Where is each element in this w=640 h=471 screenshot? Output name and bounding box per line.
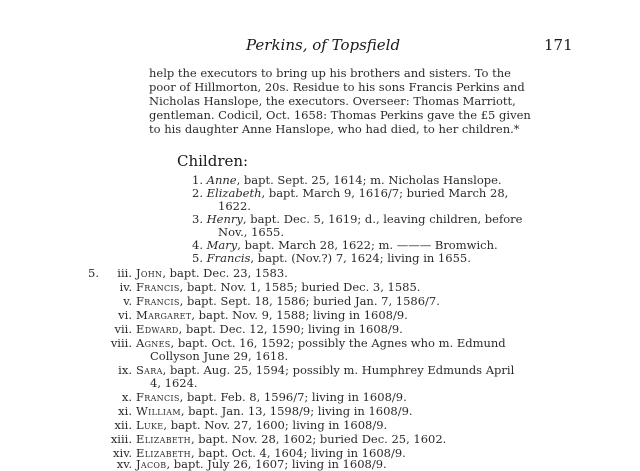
roman-numeral: xii. — [114, 418, 132, 432]
sibling-entry — [0, 266, 640, 280]
sibling-text — [136, 363, 514, 377]
sibling-details: , bapt. Jan. 13, 1598/9; living in 1608/9. — [180, 404, 413, 418]
child-name: Elizabeth — [206, 186, 262, 200]
sibling-entry — [0, 336, 640, 350]
child-number: 5. — [192, 251, 203, 265]
sibling-name: Sara — [136, 363, 163, 377]
sibling-name: William — [136, 404, 181, 418]
roman-numeral: xiii. — [110, 432, 132, 446]
roman-numeral: xiv. — [113, 446, 132, 460]
sibling-name: Margaret — [136, 308, 192, 322]
child-number: 4. — [192, 238, 203, 252]
roman-numeral: iv. — [119, 280, 132, 294]
roman-numeral: vii. — [114, 322, 132, 336]
child-name: Mary — [206, 238, 238, 252]
children-heading: Children: — [177, 152, 249, 170]
sibling-name: Francis — [136, 294, 180, 308]
child-continuation: Nov., 1655. — [218, 225, 285, 239]
sibling-entry — [0, 404, 640, 418]
roman-numeral: xi. — [118, 404, 132, 418]
sibling-entry — [0, 390, 640, 404]
sibling-text — [136, 432, 446, 446]
sibling-details: , bapt. Nov. 9, 1588; living in 1608/9. — [191, 308, 408, 322]
sibling-name: Elizabeth — [136, 432, 191, 446]
running-header-title: Perkins, of Topsfield — [246, 36, 401, 54]
child-name: Francis — [206, 251, 251, 265]
sibling-entry — [0, 432, 640, 446]
sibling-name: Francis — [136, 280, 180, 294]
sibling-text — [136, 390, 407, 404]
sibling-entry — [0, 322, 640, 336]
child-continuation: 1622. — [218, 199, 251, 213]
sibling-text — [136, 404, 413, 418]
child-entry — [183, 212, 522, 226]
sibling-name: Jacob — [136, 457, 167, 471]
sibling-continuation: Collyson June 29, 1618. — [150, 349, 289, 363]
sibling-text — [136, 322, 403, 336]
sibling-details: , bapt. Nov. 28, 1602; buried Dec. 25, 1602. — [190, 432, 447, 446]
paragraph-line: to his daughter Anne Hanslope, who had died, to her children.* — [149, 122, 520, 136]
sibling-details: , bapt. Nov. 1, 1585; buried Dec. 3, 1585. — [179, 280, 421, 294]
child-entry — [183, 173, 502, 187]
paragraph-line: help the executors to bring up his brothers and sisters. To the — [149, 66, 511, 80]
sibling-name: Agnes — [136, 336, 171, 350]
child-entry — [183, 238, 498, 252]
roman-numeral: xv. — [116, 457, 132, 471]
sibling-name: Elizabeth — [136, 446, 191, 460]
sibling-text — [136, 308, 408, 322]
roman-numeral: ix. — [118, 363, 132, 377]
sibling-entry — [0, 280, 640, 294]
roman-numeral: vi. — [118, 308, 132, 322]
paragraph-line: poor of Hillmorton, 20s. Residue to his sons Francis Perkins and — [149, 80, 525, 94]
sibling-details: , bapt. Aug. 25, 1594; possibly m. Humphrey Edmunds April — [162, 363, 515, 377]
paragraph-line: gentleman. Codicil, Oct. 1658: Thomas Perkins gave the £5 given — [149, 108, 531, 122]
sibling-name: Francis — [136, 390, 180, 404]
child-text: , bapt. Dec. 5, 1619; d., leaving children, before — [242, 212, 523, 226]
child-text: , bapt. Sept. 25, 1614; m. Nicholas Hanslope. — [236, 173, 502, 187]
sibling-name: Luke — [136, 418, 164, 432]
reference-number: 5. — [88, 266, 99, 280]
sibling-entry — [0, 363, 640, 377]
sibling-continuation: 4, 1624. — [150, 376, 198, 390]
sibling-entry — [0, 294, 640, 308]
child-entry — [183, 186, 508, 200]
sibling-name: John — [136, 266, 163, 280]
sibling-details: , bapt. Feb. 8, 1596/7; living in 1608/9. — [179, 390, 407, 404]
page-number: 171 — [544, 36, 573, 54]
sibling-name: Edward — [136, 322, 179, 336]
sibling-details: , bapt. Dec. 23, 1583. — [162, 266, 288, 280]
sibling-details: , bapt. Oct. 4, 1604; living in 1608/9. — [190, 446, 406, 460]
roman-numeral: v. — [123, 294, 132, 308]
child-number: 2. — [192, 186, 203, 200]
child-name: Anne — [206, 173, 237, 187]
child-number: 1. — [192, 173, 203, 187]
sibling-text — [136, 280, 420, 294]
roman-numeral: viii. — [110, 336, 132, 350]
sibling-details: , bapt. Oct. 16, 1592; possibly the Agnes who m. Edmund — [170, 336, 506, 350]
sibling-text — [136, 457, 387, 471]
paragraph-line: Nicholas Hanslope, the executors. Overseer: Thomas Marriott, — [149, 94, 516, 108]
sibling-details: , bapt. Nov. 27, 1600; living in 1608/9. — [163, 418, 388, 432]
sibling-text — [136, 336, 506, 350]
sibling-details: , bapt. Dec. 12, 1590; living in 1608/9. — [178, 322, 403, 336]
child-entry — [183, 251, 471, 265]
sibling-text — [136, 294, 440, 308]
sibling-entry — [0, 418, 640, 432]
sibling-details: , bapt. Sept. 18, 1586; buried Jan. 7, 1586/7. — [179, 294, 440, 308]
roman-numeral: iii. — [117, 266, 132, 280]
child-number: 3. — [192, 212, 203, 226]
sibling-entry — [0, 308, 640, 322]
sibling-entry — [0, 457, 640, 471]
sibling-text — [136, 266, 288, 280]
child-text: , bapt. March 9, 1616/7; buried March 28, — [261, 186, 509, 200]
roman-numeral: x. — [121, 390, 132, 404]
child-text: , bapt. (Nov.?) 7, 1624; living in 1655. — [250, 251, 471, 265]
child-name: Henry — [206, 212, 243, 226]
sibling-details: , bapt. July 26, 1607; living in 1608/9. — [166, 457, 387, 471]
sibling-text — [136, 418, 387, 432]
child-text: , bapt. March 28, 1622; m. ——— Bromwich. — [237, 238, 498, 252]
